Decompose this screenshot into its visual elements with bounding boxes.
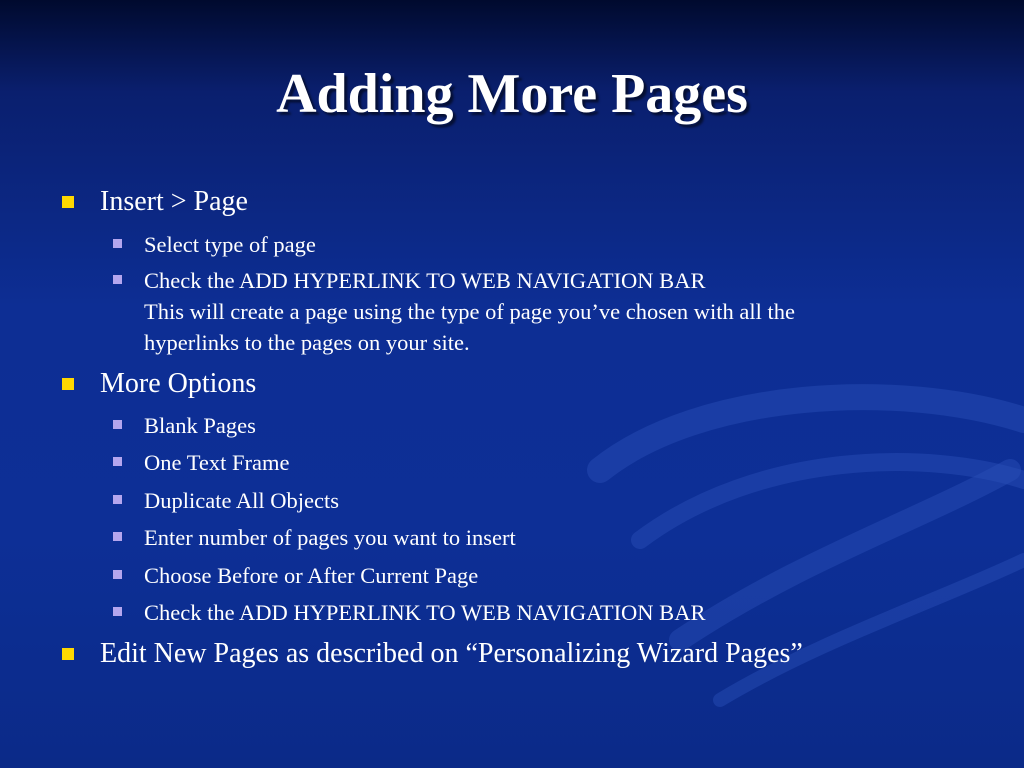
sub-bullet-text: Choose Before or After Current Page xyxy=(144,563,479,588)
lavender-square-bullet-icon xyxy=(113,532,122,541)
sub-bullet-item xyxy=(113,265,974,358)
sub-bullet-text: Blank Pages xyxy=(144,413,256,438)
sub-bullet-item xyxy=(113,410,974,441)
bullet-text: More Options xyxy=(100,368,257,399)
sub-bullet-item xyxy=(113,229,974,260)
sub-bullet-item xyxy=(113,447,974,478)
lavender-square-bullet-icon xyxy=(113,275,122,284)
sub-bullet-item xyxy=(113,597,974,628)
sub-bullet-text: Duplicate All Objects xyxy=(144,488,339,513)
yellow-square-bullet-icon xyxy=(62,378,74,390)
lavender-square-bullet-icon xyxy=(113,239,122,248)
lavender-square-bullet-icon xyxy=(113,457,122,466)
yellow-square-bullet-icon xyxy=(62,196,74,208)
bullet-text: Insert > Page xyxy=(100,186,248,217)
bullet-item-insert-page xyxy=(62,186,248,218)
sub-bullet-line: This will create a page using the type of page you’ve chosen with all the xyxy=(144,299,796,324)
sub-bullet-text: Enter number of pages you want to insert xyxy=(144,525,516,550)
bullet-text: Edit New Pages as described on “Personalizing Wizard Pages” xyxy=(100,638,803,669)
yellow-square-bullet-icon xyxy=(62,648,74,660)
sub-bullet-text: Check the ADD HYPERLINK TO WEB NAVIGATION BAR xyxy=(144,600,706,625)
bullet-item-edit-new-pages xyxy=(62,638,803,670)
lavender-square-bullet-icon xyxy=(113,420,122,429)
sub-bullet-item xyxy=(113,485,974,516)
lavender-square-bullet-icon xyxy=(113,607,122,616)
slide-title: Adding More Pages xyxy=(276,63,748,125)
sub-bullet-line: hyperlinks to the pages on your site. xyxy=(144,330,470,355)
sub-bullet-text: One Text Frame xyxy=(144,450,290,475)
lavender-square-bullet-icon xyxy=(113,570,122,579)
sub-bullet-text xyxy=(144,265,974,358)
lavender-square-bullet-icon xyxy=(113,495,122,504)
sub-bullet-line: Check the ADD HYPERLINK TO WEB NAVIGATION BAR xyxy=(144,268,706,293)
sub-bullet-item xyxy=(113,522,974,553)
sub-bullet-text: Select type of page xyxy=(144,232,316,257)
bullet-item-more-options xyxy=(62,368,256,400)
sub-bullet-item xyxy=(113,560,974,591)
